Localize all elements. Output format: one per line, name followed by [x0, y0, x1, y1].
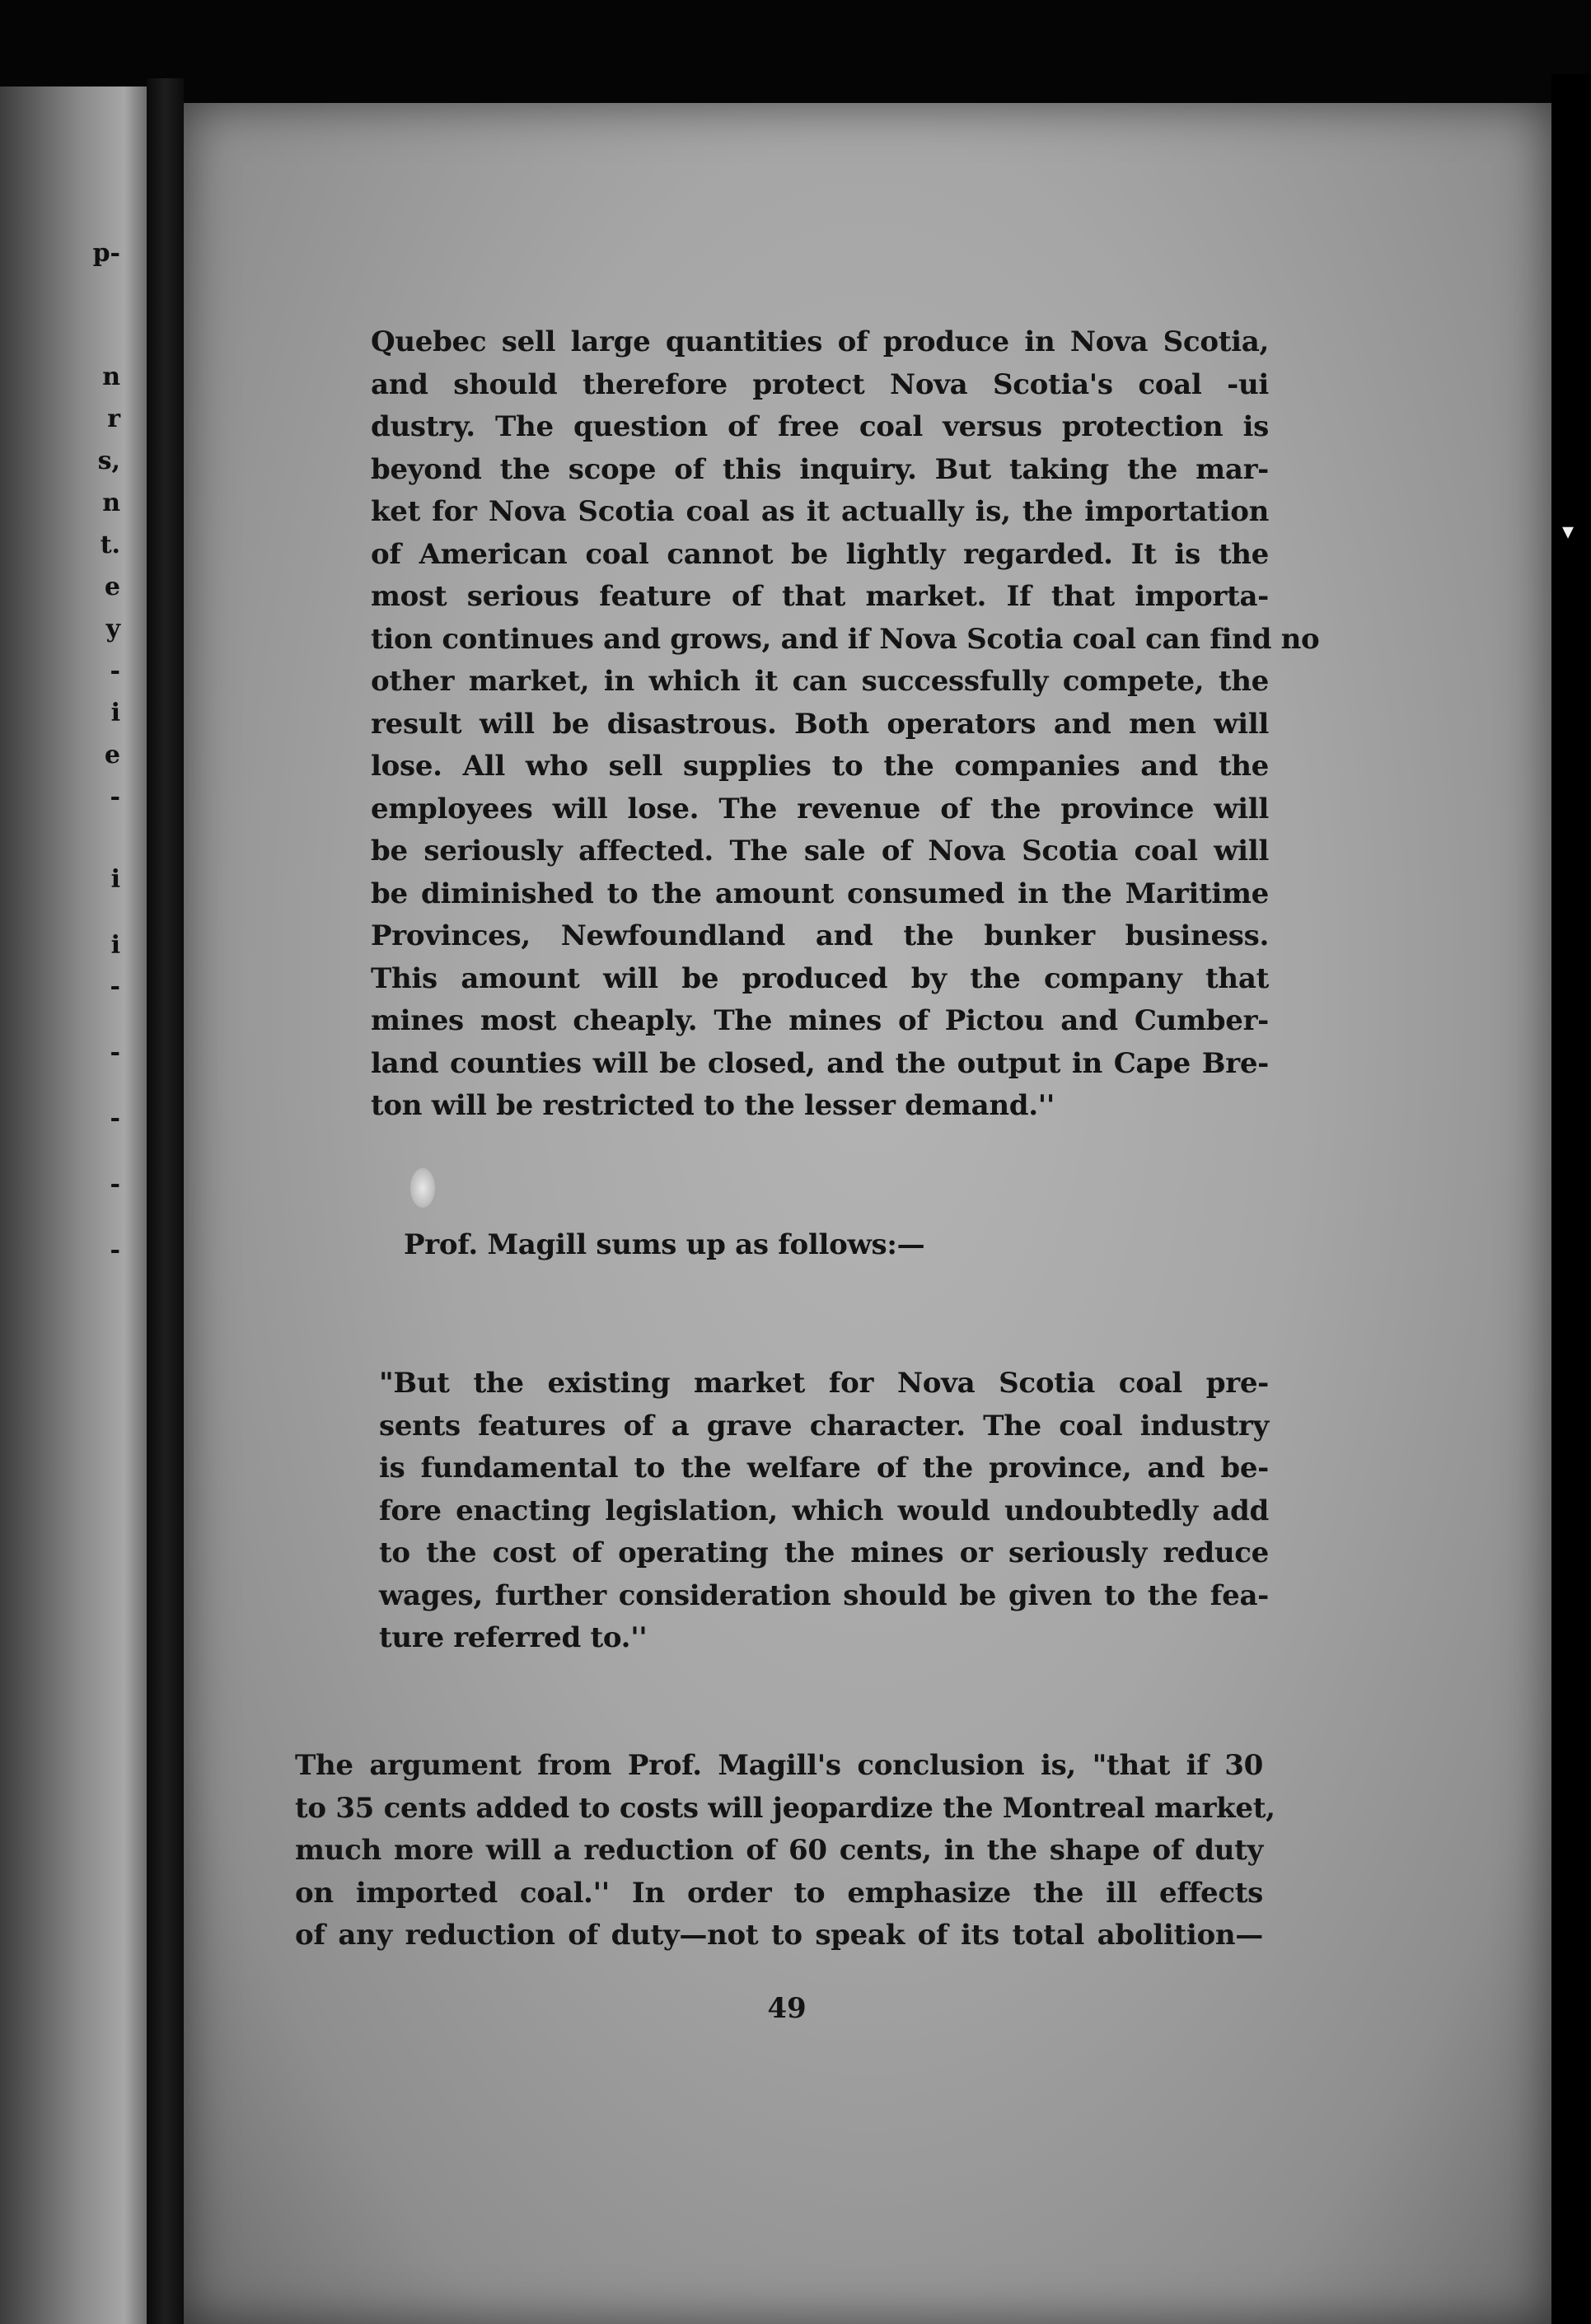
text-line: ture referred to.'': [379, 1621, 648, 1654]
previous-page-fragment: -: [110, 657, 120, 685]
previous-page-fragments: [0, 87, 124, 2324]
text-line: dustry. The question of free coal versus protection is: [371, 410, 1269, 443]
text-line: to 35 cents added to costs will jeopardize the Montreal market,: [295, 1791, 1275, 1825]
previous-page-fragment: -: [110, 972, 120, 1001]
text-line: lose. All who sell supplies to the companies and the: [371, 750, 1269, 783]
text-line: most serious feature of that market. If that importa-: [371, 580, 1269, 613]
body-paragraph: [295, 1745, 1275, 1957]
previous-page-fragment: i: [110, 865, 120, 894]
text-line: to the cost of operating the mines or seriously reduce: [379, 1536, 1269, 1569]
text-line: sents features of a grave character. The coal industry: [379, 1409, 1269, 1443]
book-gutter: [147, 78, 184, 2324]
text-line: ton will be restricted to the lesser demand.'': [371, 1089, 1055, 1122]
previous-page-fragment: i: [110, 699, 120, 727]
page-right-border: [1551, 74, 1591, 2324]
text-line: tion continues and grows, and if Nova Scotia coal can find no: [371, 622, 1320, 656]
quotation-block-2: [379, 1363, 1269, 1660]
previous-page-fragment: n: [102, 489, 120, 517]
previous-page-fragment: -: [110, 1104, 120, 1133]
text-line: beyond the scope of this inquiry. But taking the mar-: [371, 452, 1269, 486]
film-speck: [410, 1168, 435, 1208]
previous-page-fragment: n: [102, 362, 120, 391]
text-line: land counties will be closed, and the output in Cape Bre-: [371, 1046, 1269, 1080]
previous-page-fragment: -: [110, 1170, 120, 1199]
previous-page-fragment: i: [110, 931, 120, 960]
text-line: is fundamental to the welfare of the province, and be-: [379, 1452, 1269, 1485]
text-line: and should therefore protect Nova Scotia's coal -ui: [371, 367, 1269, 401]
text-line: of American coal cannot be lightly regarded. It is the: [371, 537, 1269, 571]
text-line: wages, further consideration should be given to the fea-: [379, 1578, 1269, 1612]
page-number: 49: [767, 1992, 807, 2025]
quotation-block-1: [371, 321, 1320, 1128]
text-line: be diminished to the amount consumed in the Maritime: [371, 877, 1269, 910]
previous-page-fragment: p-: [92, 239, 120, 268]
text-line: The argument from Prof. Magill's conclusion is, "that if 30: [295, 1749, 1263, 1782]
text-line: mines most cheaply. The mines of Pictou and Cumber-: [371, 1004, 1269, 1037]
text-line: other market, in which it can successfully compete, the: [371, 665, 1269, 698]
previous-page-fragment: r: [107, 404, 120, 433]
previous-page-fragment: s,: [97, 447, 120, 475]
film-mark: ▾: [1562, 517, 1575, 545]
text-line: fore enacting legislation, which would undoubtedly add: [379, 1494, 1269, 1527]
previous-page-fragment: e: [104, 573, 120, 601]
text-line: be seriously affected. The sale of Nova Scotia coal will: [371, 835, 1269, 867]
text-line: Provinces, Newfoundland and the bunker business.: [371, 919, 1269, 952]
previous-page-fragment: -: [110, 1038, 120, 1067]
text-line: ket for Nova Scotia coal as it actually is, the importation: [371, 495, 1269, 528]
text-line: Quebec sell large quantities of produce in Nova Scotia,: [371, 325, 1269, 358]
previous-page-fragment: -: [110, 1236, 120, 1265]
text-line: of any reduction of duty—not to speak of its total abolition—: [295, 1919, 1263, 1952]
text-line: "But the existing market for Nova Scotia coal pre-: [379, 1367, 1269, 1400]
intro-line: Prof. Magill sums up as follows:—: [404, 1228, 925, 1261]
previous-page-fragment: -: [110, 783, 120, 811]
previous-page-fragment: y: [105, 615, 120, 643]
text-line: on imported coal.'' In order to emphasize the ill effects: [295, 1876, 1263, 1910]
previous-page-edge: [0, 87, 147, 2324]
text-line: result will be disastrous. Both operators and men will: [371, 707, 1269, 741]
text-line: This amount will be produced by the company that: [371, 961, 1269, 995]
previous-page-fragment: e: [104, 741, 120, 769]
text-line: much more will a reduction of 60 cents, in the shape of duty: [295, 1834, 1263, 1867]
intro-paragraph: [404, 1224, 1030, 1267]
text-line: employees will lose. The revenue of the province will: [371, 792, 1269, 825]
previous-page-fragment: t.: [100, 531, 120, 559]
